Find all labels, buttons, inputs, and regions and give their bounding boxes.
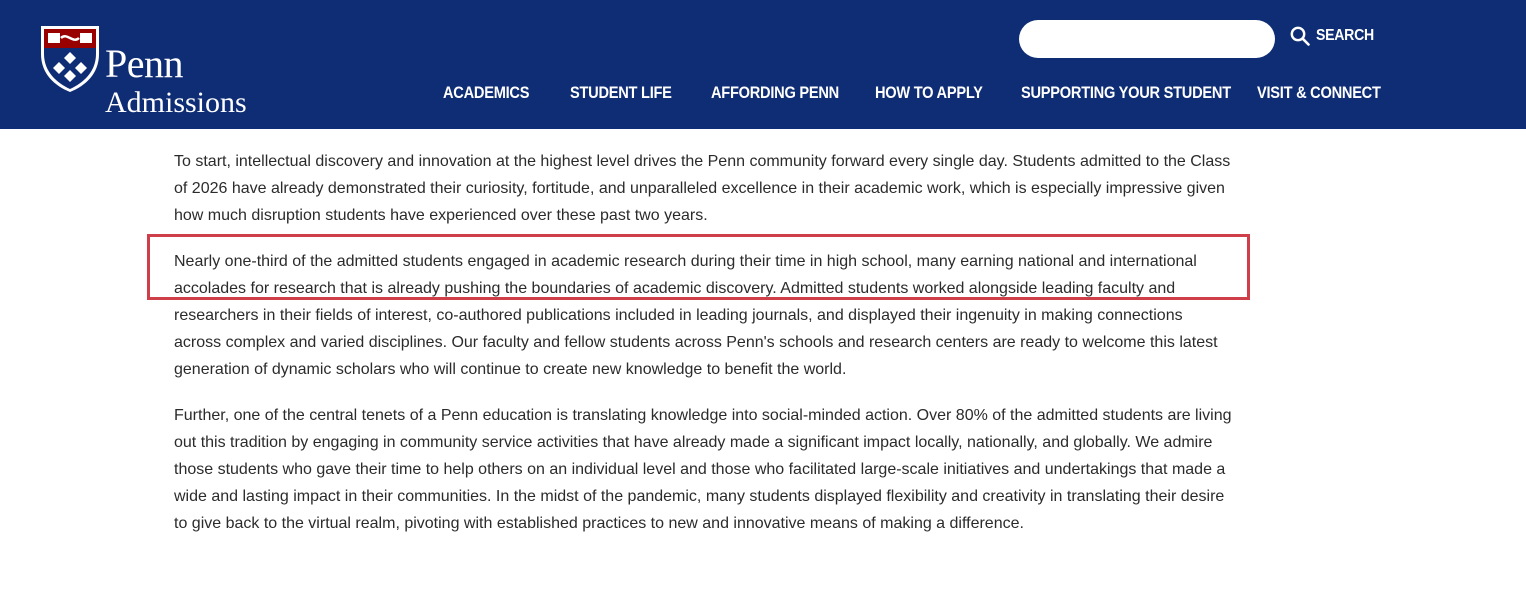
site-header bbox=[0, 0, 1526, 129]
logo-wordmark-admissions: Admissions bbox=[105, 86, 247, 119]
penn-admissions-logo[interactable] bbox=[39, 24, 279, 119]
nav-how-to-apply[interactable]: HOW TO APPLY bbox=[875, 83, 983, 102]
nav-student-life[interactable]: STUDENT LIFE bbox=[570, 83, 672, 102]
article-body bbox=[174, 148, 1234, 556]
search-label: SEARCH bbox=[1316, 27, 1374, 44]
nav-academics[interactable]: ACADEMICS bbox=[443, 83, 530, 102]
search-input[interactable] bbox=[1019, 20, 1275, 58]
nav-visit-and-connect[interactable]: VISIT & CONNECT bbox=[1257, 83, 1381, 102]
logo-wordmark-penn: Penn bbox=[105, 41, 183, 86]
search-button[interactable] bbox=[1290, 24, 1382, 48]
nav-supporting-your-student[interactable]: SUPPORTING YOUR STUDENT bbox=[1021, 83, 1231, 102]
paragraph-research: Nearly one-third of the admitted students engaged in academic research during their time in high school, many earning national and international accolades for research that is already pushing the boundaries of academic discovery. Admitted students worked alongside leading faculty and researchers in their fields of interest, co-authored publications included in leading journals, and displayed their ingenuity in making connections across complex and varied disciplines. Our faculty and fellow students across Penn's schools and research centers are ready to welcome this latest generation of dynamic scholars who will continue to create new knowledge to benefit the world. bbox=[174, 253, 1218, 378]
highlight-annotation-box bbox=[147, 234, 1250, 300]
penn-shield-icon bbox=[39, 24, 101, 94]
paragraph-community-service: Further, one of the central tenets of a Penn education is translating knowledge into social-minded action. Over 80% of the admitted students are living out this tradition by engaging in community service activities that have already made a significant impact locally, nationally, and globally. We admire those students who gave their time to help others on an individual level and those who facilitated large-scale initiatives and undertakings that made a wide and lasting impact in their communities. In the midst of the pandemic, many students displayed flexibility and creativity in translating their desire to give back to the virtual realm, pivoting with established practices to new and innovative means of making a difference. bbox=[174, 407, 1232, 532]
search-icon bbox=[1290, 26, 1310, 46]
nav-affording-penn[interactable]: AFFORDING PENN bbox=[711, 83, 839, 102]
paragraph-intellectual-discovery: To start, intellectual discovery and innovation at the highest level drives the Penn community forward every single day. Students admitted to the Class of 2026 have already demonstrated their curiosity, fortitude, and unparalleled excellence in their academic work, which is especially impressive given how much disruption students have experienced over these past two years. bbox=[174, 153, 1231, 224]
